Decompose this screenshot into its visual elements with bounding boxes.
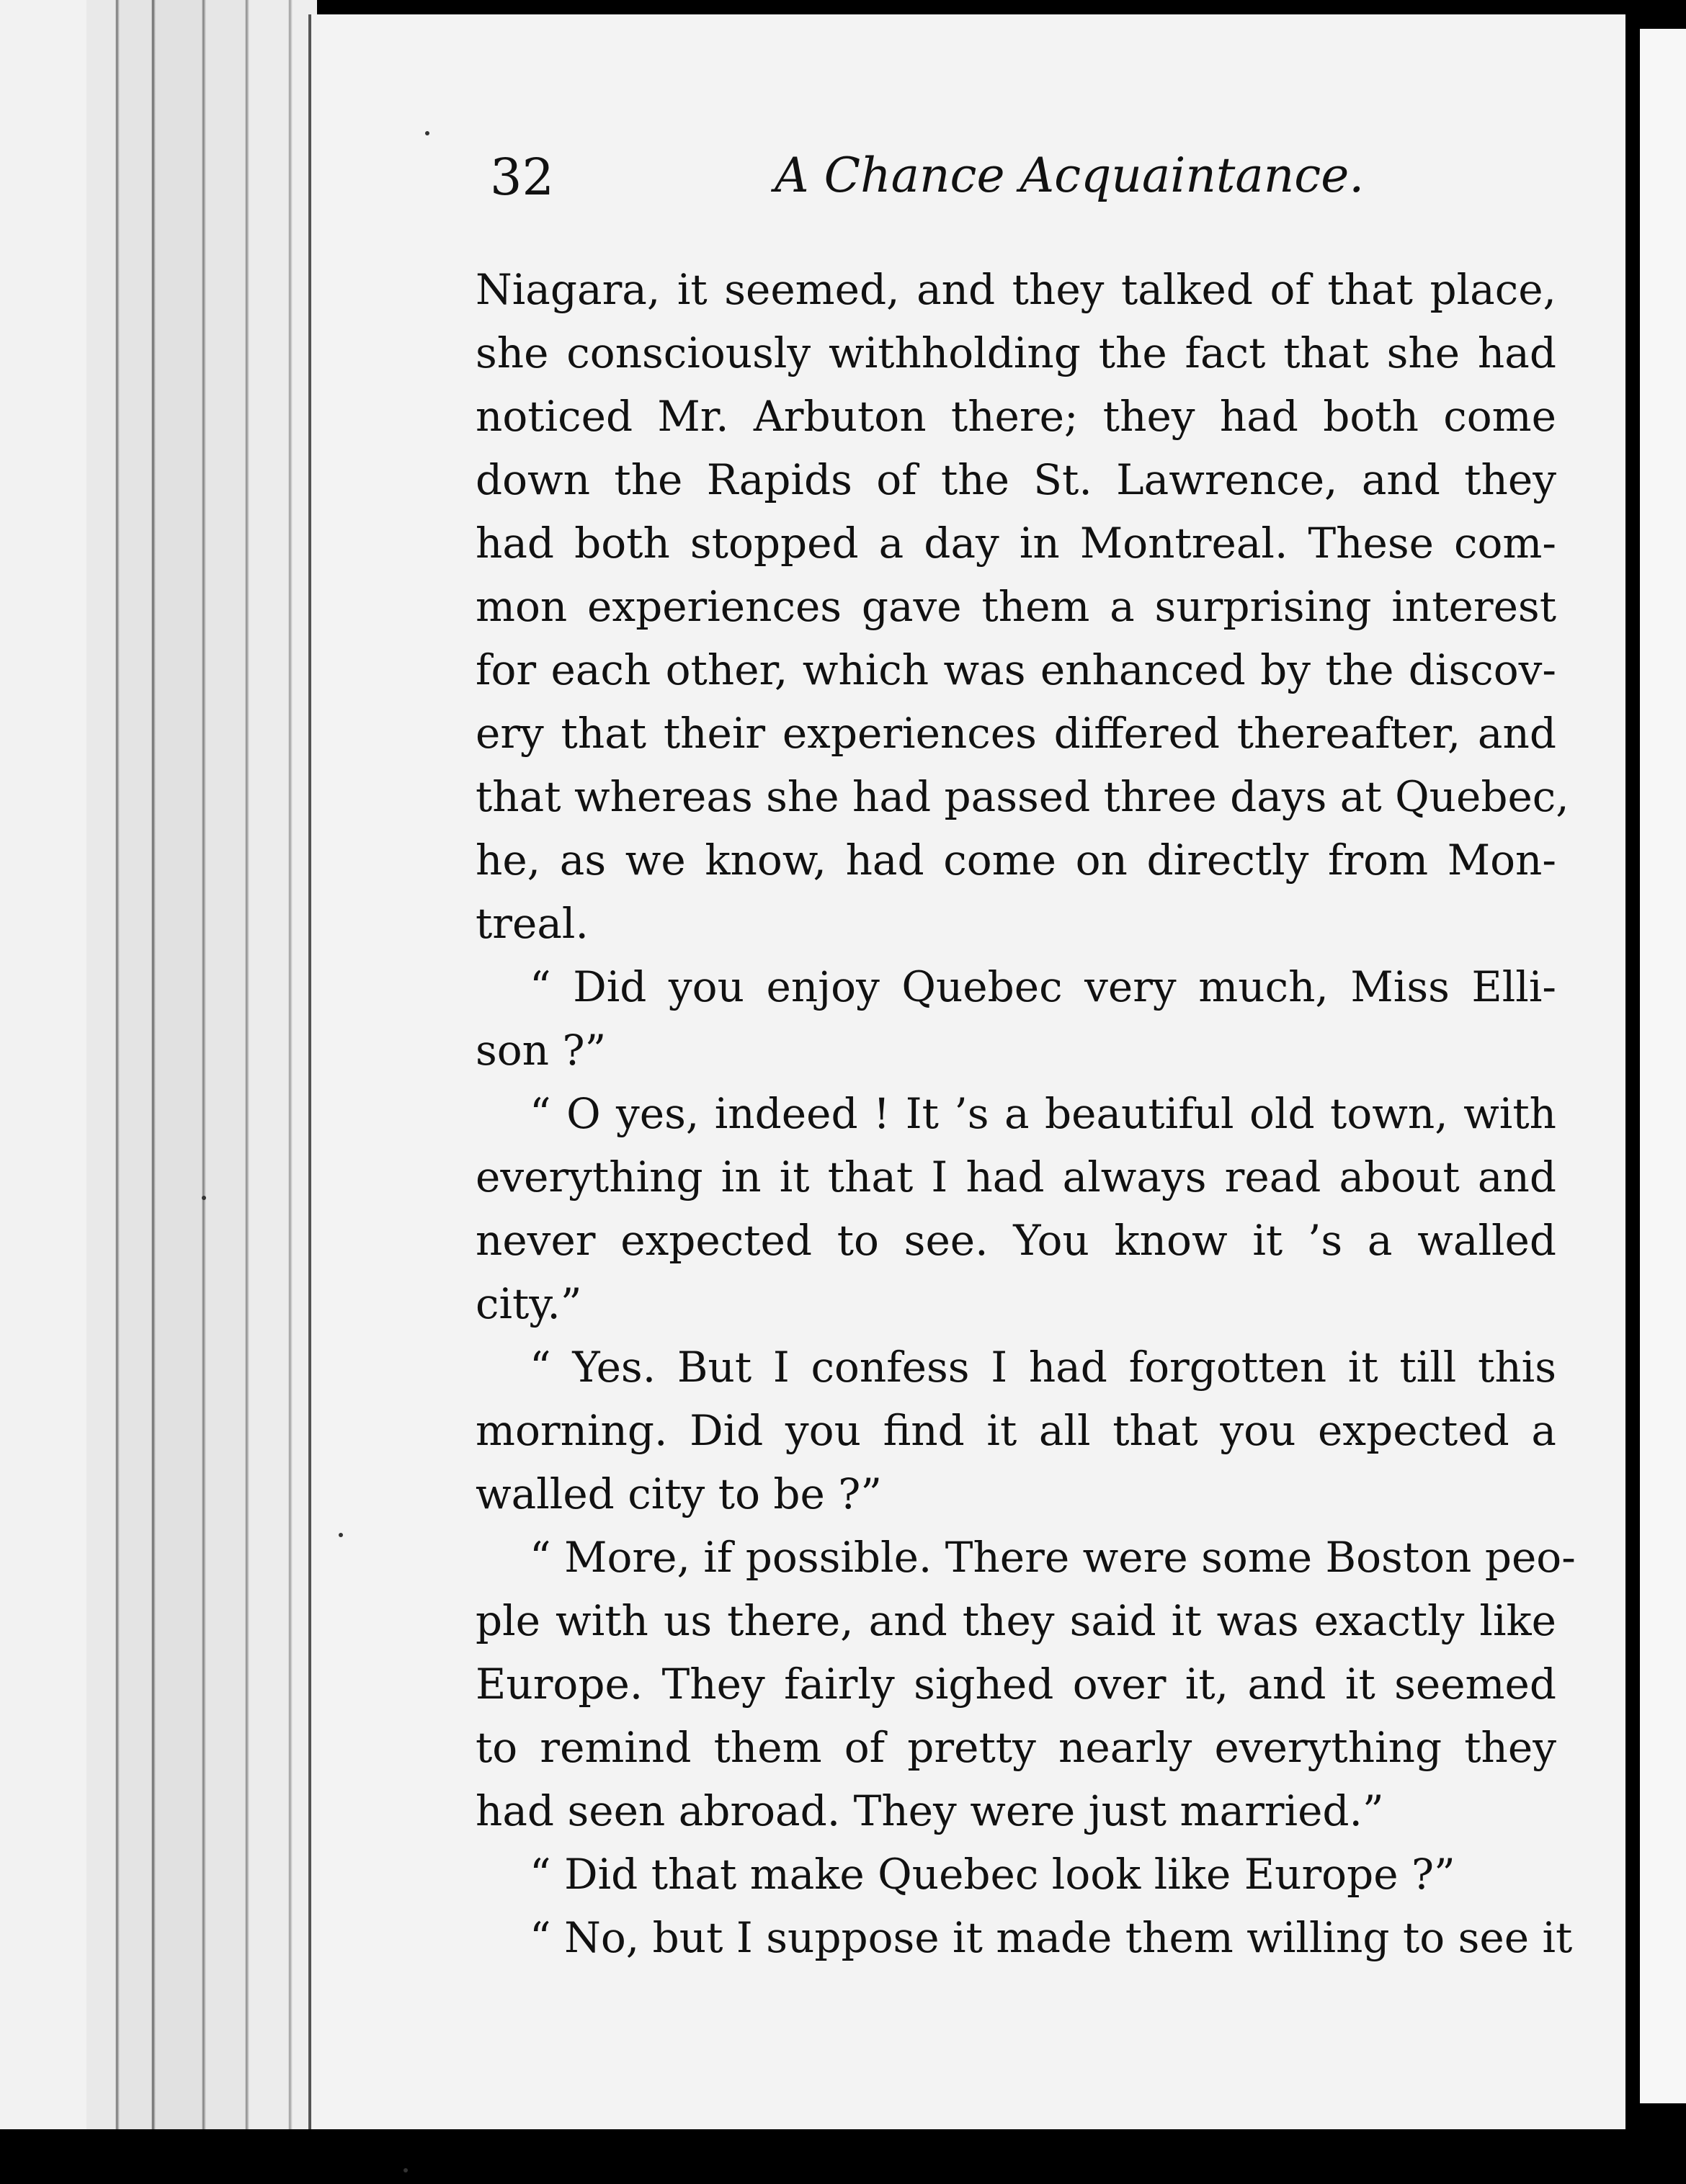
running-title: A Chance Acquaintance. [775, 148, 1365, 203]
scan-speck [425, 131, 429, 135]
text-line: “ O yes, indeed ! It ’s a beautiful old town, with [530, 1089, 1556, 1138]
text-line: mon experiences gave them a surprising interest [476, 582, 1556, 631]
facing-page-edge [1640, 29, 1686, 2103]
text-line: for each other, which was enhanced by the discov- [476, 645, 1556, 694]
text-line: city.” [476, 1279, 582, 1328]
scan-border-bottom [0, 2129, 1686, 2184]
page-edge-left [0, 0, 86, 2184]
text-line: he, as we know, had come on directly from Mon- [476, 836, 1556, 885]
stacked-page-edges [86, 0, 317, 2132]
scan-speck [202, 1196, 206, 1200]
page-header [490, 148, 1527, 212]
text-line: down the Rapids of the St. Lawrence, and they [476, 455, 1556, 504]
text-line: had seen abroad. They were just married.” [476, 1786, 1384, 1835]
scan-speck [403, 2168, 408, 2172]
text-line: ery that their experiences differed thereafter, and [476, 709, 1556, 758]
text-line: “ More, if possible. There were some Boston peo- [530, 1533, 1576, 1582]
text-line: walled city to be ?” [476, 1469, 883, 1518]
text-line: everything in it that I had always read about and [476, 1153, 1556, 1201]
text-line: “ No, but I suppose it made them willing to see it [530, 1913, 1573, 1962]
page-number: 32 [490, 148, 555, 207]
body-text [476, 258, 1576, 1969]
text-line: to remind them of pretty nearly everything they [476, 1723, 1556, 1772]
text-line: Niagara, it seemed, and they talked of that place, [476, 265, 1556, 314]
text-line: never expected to see. You know it ’s a walled [476, 1216, 1556, 1265]
text-line: “ Did you enjoy Quebec very much, Miss Elli- [530, 962, 1556, 1011]
text-line: son ?” [476, 1026, 607, 1075]
text-line: she consciously withholding the fact that she had [476, 328, 1556, 377]
text-line: treal. [476, 899, 589, 948]
text-line: “ Did that make Quebec look like Europe ?” [530, 1850, 1455, 1899]
text-line: morning. Did you find it all that you expected a [476, 1406, 1556, 1455]
text-line: ple with us there, and they said it was exactly like [476, 1596, 1556, 1645]
text-line: “ Yes. But I confess I had forgotten it till this [530, 1343, 1556, 1392]
text-line: that whereas she had passed three days at Quebec, [476, 772, 1569, 821]
text-line: Europe. They fairly sighed over it, and it seemed [476, 1660, 1556, 1709]
text-line: noticed Mr. Arbuton there; they had both come [476, 392, 1556, 441]
scan-speck [339, 1533, 343, 1537]
text-line: had both stopped a day in Montreal. These com- [476, 519, 1556, 568]
